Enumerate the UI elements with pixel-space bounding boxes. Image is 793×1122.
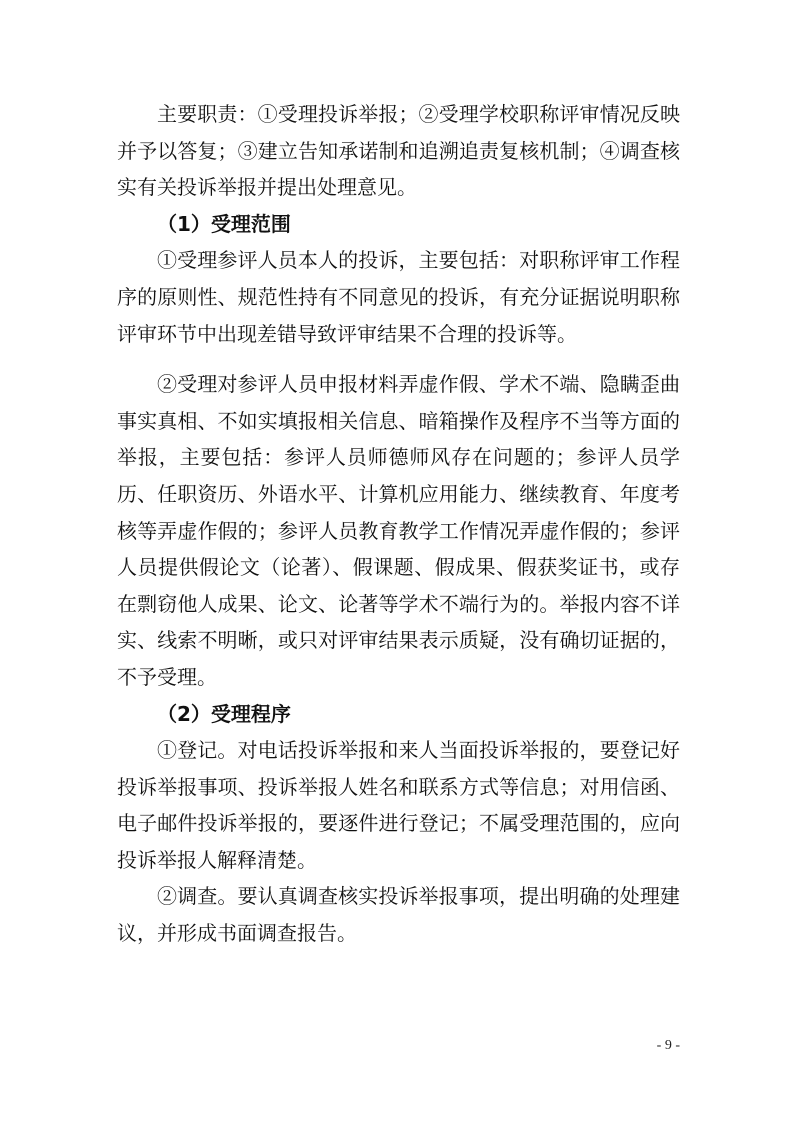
scope-heading: （1）受理范围 xyxy=(157,211,291,236)
scope-item-1-paragraph: ①受理参评人员本人的投诉，主要包括：对职称评审工作程序的原则性、规范性持有不同意见的投诉，有充分证据说明职称评审环节中出现差错导致评审结果不合理的投诉等。 xyxy=(117,248,680,346)
procedure-heading: （2）受理程序 xyxy=(157,701,291,726)
procedure-item-2-paragraph: ②调查。要认真调查核实投诉举报事项，提出明确的处理建议，并形成书面调查报告。 xyxy=(117,884,680,946)
scope-item-2-paragraph: ②受理对参评人员申报材料弄虚作假、学术不端、隐瞒歪曲事实真相、不如实填报相关信息、暗箱操作及程序不当等方面的举报，主要包括：参评人员师德师风存在问题的；参评人员学历、任职资历、外语水平、计算机应用能力、继续教育、年度考核等弄虚作假的；参评人员教育教学工作情况弄虚作假的；参评人员提供假论文（论著）、假课题、假成果、假获奖证书，或存在剽窃他人成果、论文、论著等学术不端行为的。举报内容不详实、线索不明晰，或只对评审结果表示质疑，没有确切证据的，不予受理。 xyxy=(117,372,680,689)
document-body xyxy=(117,96,680,952)
procedure-item-1-paragraph: ①登记。对电话投诉举报和来人当面投诉举报的，要登记好投诉举报事项、投诉举报人姓名和联系方式等信息；对用信函、电子邮件投诉举报的，要逐件进行登记；不属受理范围的，应向投诉举报人解释清楚。 xyxy=(117,738,680,872)
paragraph-gap xyxy=(117,352,680,366)
page-number: - 9 - xyxy=(656,1038,680,1053)
duties-paragraph: 主要职责：①受理投诉举报；②受理学校职称评审情况反映并予以答复；③建立告知承诺制和追溯追责复核机制；④调查核实有关投诉举报并提出处理意见。 xyxy=(117,102,680,200)
